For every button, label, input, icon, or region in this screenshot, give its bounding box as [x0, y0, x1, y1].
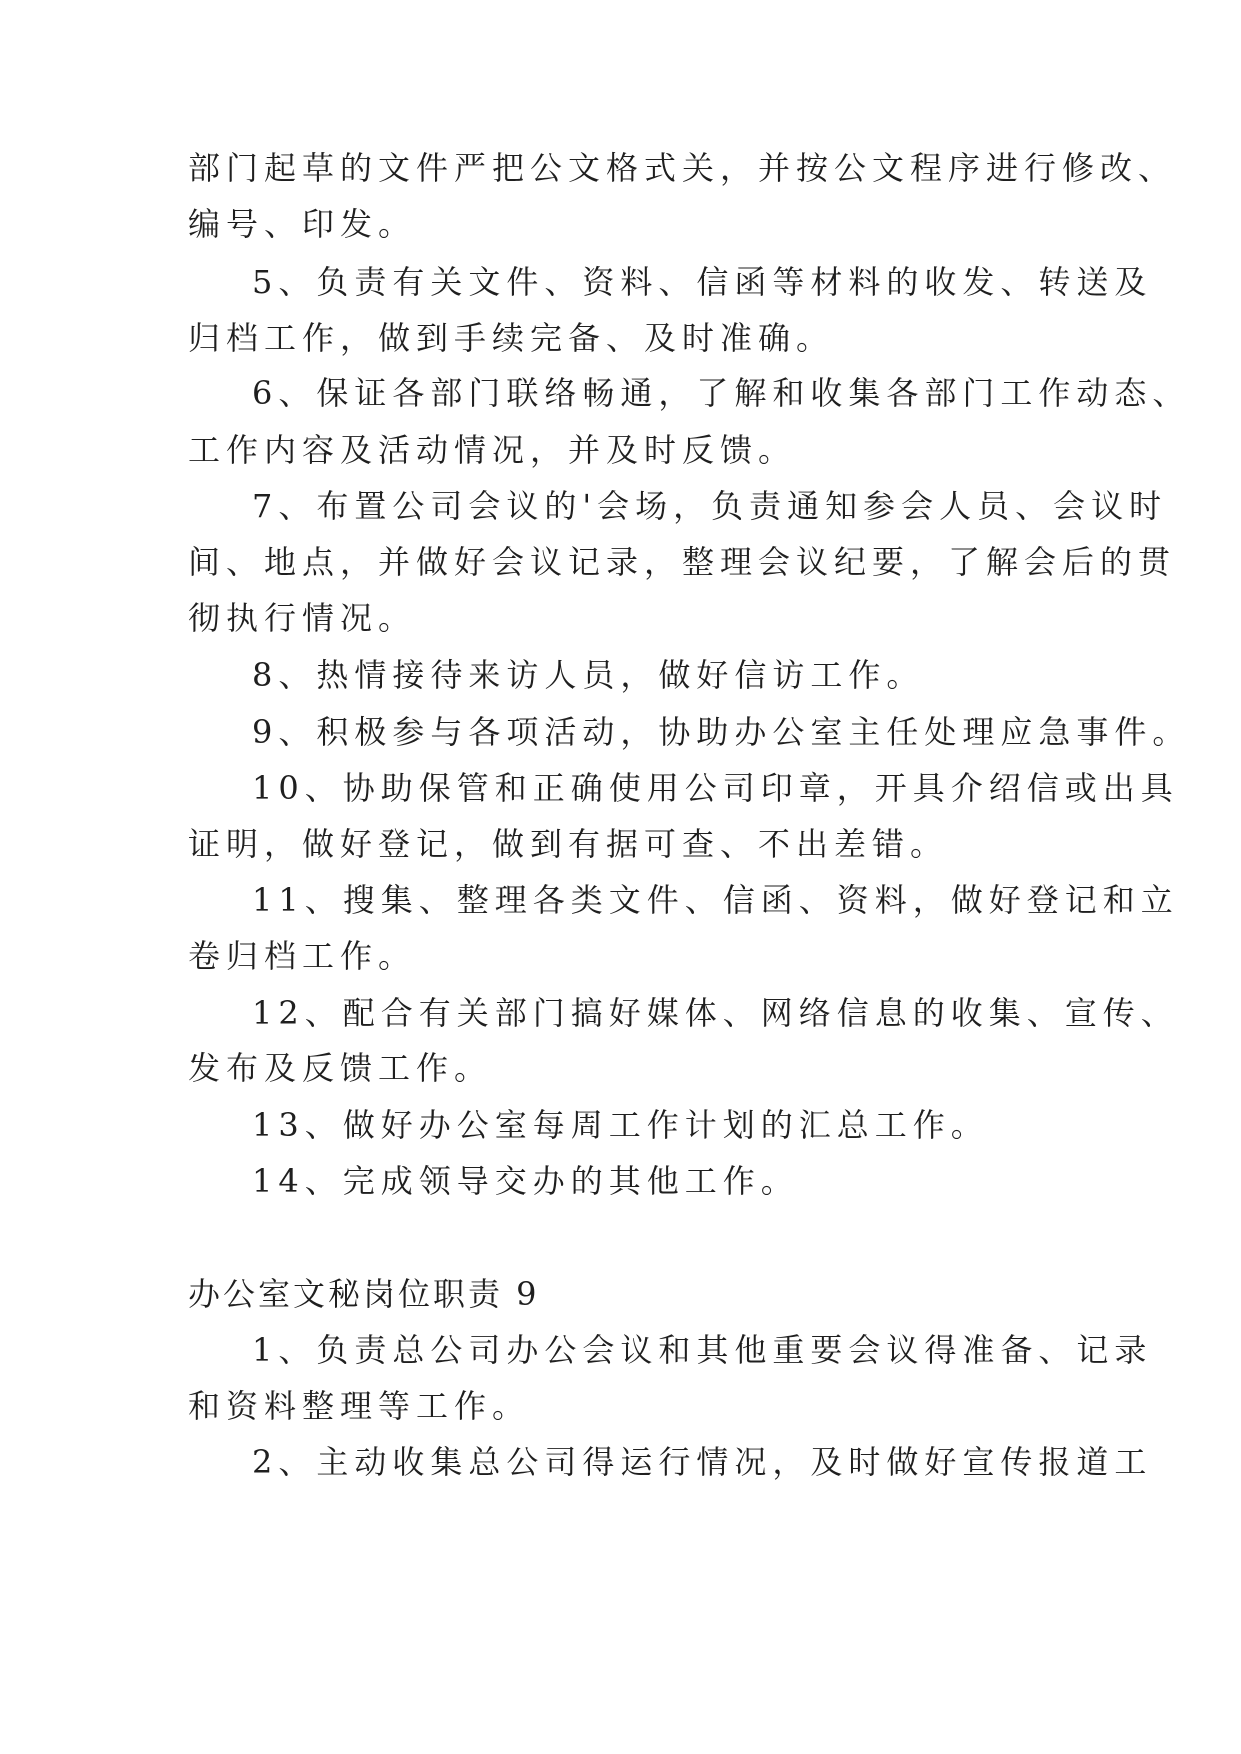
paragraph-line: 5、负责有关文件、资料、信函等材料的收发、转送及 — [252, 263, 1153, 301]
paragraph-line: 间、地点，并做好会议记录，整理会议纪要，了解会后的贯 — [188, 543, 1177, 581]
paragraph-line: 13、做好办公室每周工作计划的汇总工作。 — [252, 1106, 989, 1144]
paragraph-line: 发布及反馈工作。 — [188, 1049, 493, 1087]
paragraph-line: 10、协助保管和正确使用公司印章，开具介绍信或出具 — [252, 769, 1179, 807]
paragraph-line: 归档工作，做到手续完备、及时准确。 — [188, 319, 835, 357]
paragraph-line: 证明，做好登记，做到有据可查、不出差错。 — [188, 825, 949, 863]
paragraph-line: 7、布置公司会议的'会场，负责通知参会人员、会议时 — [252, 487, 1168, 525]
section-title: 办公室文秘岗位职责 9 — [188, 1275, 540, 1313]
paragraph-line: 6、保证各部门联络畅通，了解和收集各部门工作动态、 — [252, 374, 1191, 412]
paragraph-line: 卷归档工作。 — [188, 937, 417, 975]
paragraph-line: 和资料整理等工作。 — [188, 1387, 531, 1425]
paragraph-line: 部门起草的文件严把公文格式关，并按公文程序进行修改、 — [188, 149, 1177, 187]
paragraph-line: 12、配合有关部门搞好媒体、网络信息的收集、宣传、 — [252, 994, 1179, 1032]
paragraph-line: 2、主动收集总公司得运行情况，及时做好宣传报道工 — [252, 1443, 1153, 1481]
paragraph-line: 彻执行情况。 — [188, 599, 417, 637]
paragraph-line: 1、负责总公司办公会议和其他重要会议得准备、记录 — [252, 1331, 1153, 1369]
paragraph-line: 8、热情接待来访人员，做好信访工作。 — [252, 656, 925, 694]
paragraph-line: 14、完成领导交办的其他工作。 — [252, 1162, 799, 1200]
paragraph-line: 编号、印发。 — [188, 205, 417, 243]
paragraph-line: 工作内容及活动情况，并及时反馈。 — [188, 431, 797, 469]
paragraph-line: 9、积极参与各项活动，协助办公室主任处理应急事件。 — [252, 713, 1191, 751]
paragraph-line: 11、搜集、整理各类文件、信函、资料，做好登记和立 — [252, 881, 1179, 919]
